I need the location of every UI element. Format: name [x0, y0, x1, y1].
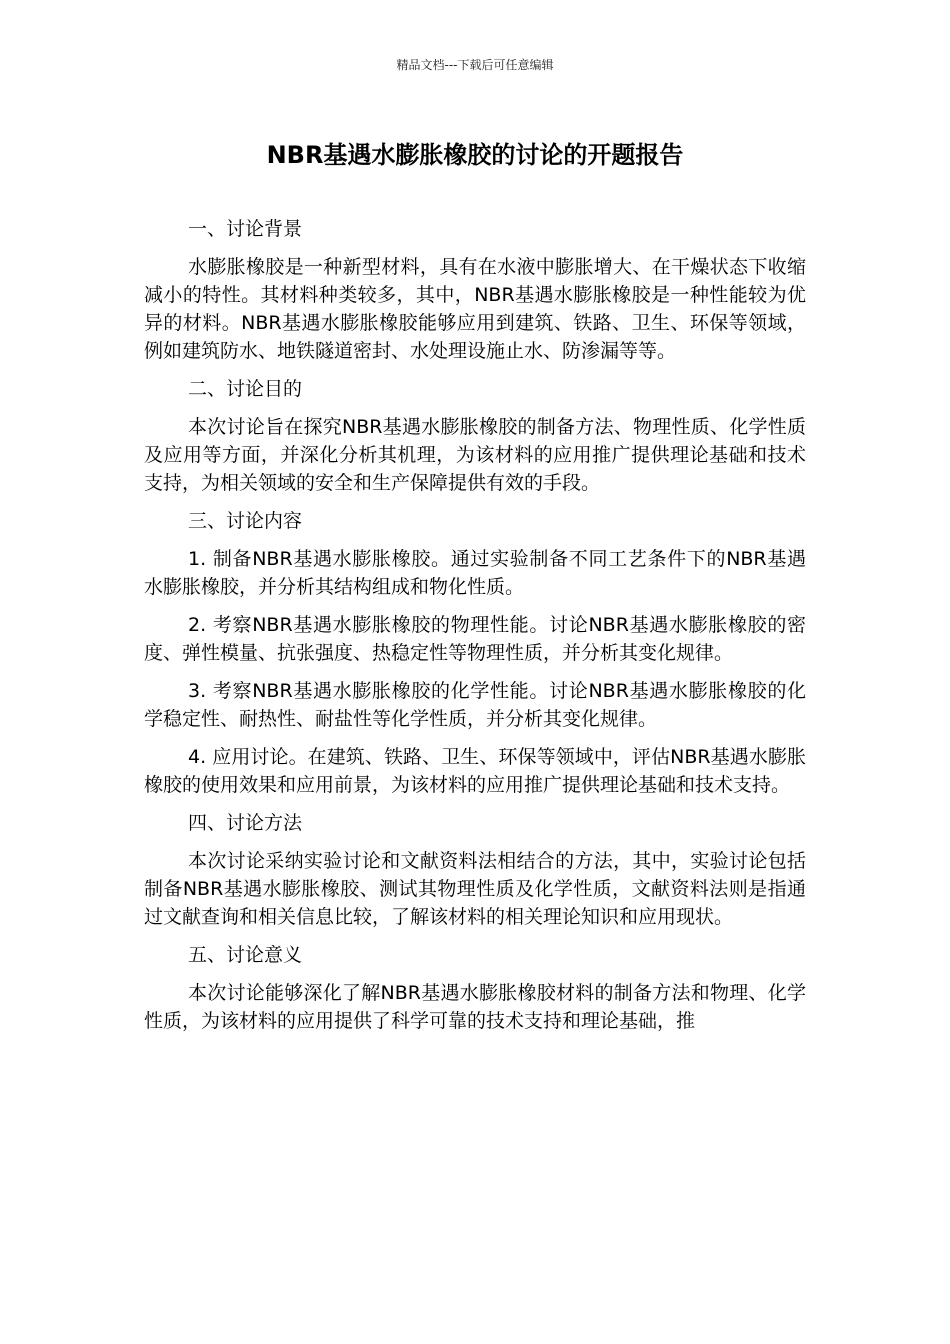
section-paragraph: 本次讨论能够深化了解NBR基遇水膨胀橡胶材料的制备方法和物理、化学性质，为该材料的应用提供了科学可靠的技术支持和理论基础，推: [144, 982, 806, 1032]
section-heading-background: 一、讨论背景: [188, 218, 303, 240]
document-title: NBR基遇水膨胀橡胶的讨论的开题报告: [266, 141, 684, 169]
section-paragraph: 1. 制备NBR基遇水膨胀橡胶。通过实验制备不同工艺条件下的NBR基遇水膨胀橡胶，并分析其结构组成和物化性质。: [144, 548, 806, 598]
section-heading-purpose: 二、讨论目的: [188, 378, 303, 400]
page-header-watermark: 精品文档---下载后可任意编辑: [396, 58, 554, 72]
section-heading-content: 三、讨论内容: [188, 510, 303, 532]
document-body: [144, 215, 806, 1035]
section-paragraph: 本次讨论采纳实验讨论和文献资料法相结合的方法，其中，实验讨论包括制备NBR基遇水膨胀橡胶、测试其物理性质及化学性质，文献资料法则是指通过文献查询和相关信息比较，了解该材料的相关理论知识和应用现状。: [144, 850, 806, 928]
section-heading-method: 四、讨论方法: [188, 812, 303, 834]
section-paragraph: 2. 考察NBR基遇水膨胀橡胶的物理性能。讨论NBR基遇水膨胀橡胶的密度、弹性模量、抗张强度、热稳定性等物理性质，并分析其变化规律。: [144, 614, 806, 664]
section-paragraph: 本次讨论旨在探究NBR基遇水膨胀橡胶的制备方法、物理性质、化学性质及应用等方面，并深化分析其机理，为该材料的应用推广提供理论基础和技术支持，为相关领域的安全和生产保障提供有效的手段。: [144, 416, 806, 494]
section-paragraph: 3. 考察NBR基遇水膨胀橡胶的化学性能。讨论NBR基遇水膨胀橡胶的化学稳定性、耐热性、耐盐性等化学性质，并分析其变化规律。: [144, 680, 806, 730]
section-heading-significance: 五、讨论意义: [188, 944, 303, 966]
section-paragraph: 水膨胀橡胶是一种新型材料，具有在水液中膨胀增大、在干燥状态下收缩减小的特性。其材料种类较多，其中，NBR基遇水膨胀橡胶是一种性能较为优异的材料。NBR基遇水膨胀橡胶能够应用到建筑、铁路、卫生、环保等领域，例如建筑防水、地铁隧道密封、水处理设施止水、防渗漏等等。: [144, 256, 806, 362]
section-paragraph: 4. 应用讨论。在建筑、铁路、卫生、环保等领域中，评估NBR基遇水膨胀橡胶的使用效果和应用前景，为该材料的应用推广提供理论基础和技术支持。: [144, 746, 806, 796]
